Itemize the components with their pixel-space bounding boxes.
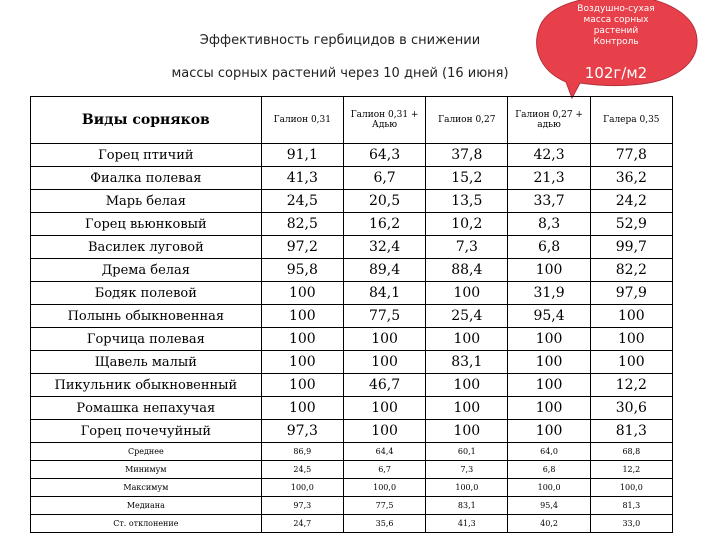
- table-cell: 86,9: [261, 443, 343, 461]
- table-cell: 100: [426, 328, 508, 351]
- table-cell: 99,7: [590, 236, 672, 259]
- callout-line: Воздушно-сухая: [577, 4, 655, 14]
- table-row: [31, 236, 673, 259]
- stats-row: [31, 461, 673, 479]
- table-cell: 7,3: [426, 236, 508, 259]
- table-cell: 33,7: [508, 190, 590, 213]
- title-line-2: массы сорных растений через 10 дней (16 июня): [171, 66, 509, 81]
- table-cell: 83,1: [426, 497, 508, 515]
- table-cell: 97,3: [261, 497, 343, 515]
- table-cell: 97,3: [261, 420, 343, 443]
- table-row: [31, 167, 673, 190]
- row-label: Горчица полевая: [31, 328, 262, 351]
- row-label: Медиана: [31, 497, 262, 515]
- callout-value: 102г/м2: [584, 64, 648, 82]
- callout-text: [552, 4, 680, 48]
- table-cell: 82,5: [261, 213, 343, 236]
- table-cell: 88,4: [426, 259, 508, 282]
- row-label: Василек луговой: [31, 236, 262, 259]
- table-cell: 12,2: [590, 461, 672, 479]
- table-cell: 60,1: [426, 443, 508, 461]
- table-cell: 100: [261, 374, 343, 397]
- table-cell: 100: [508, 351, 590, 374]
- table-cell: 6,7: [343, 461, 425, 479]
- table-cell: 31,9: [508, 282, 590, 305]
- table-cell: Галион 0,27: [426, 97, 508, 144]
- table-row: [31, 259, 673, 282]
- table-cell: 100: [590, 305, 672, 328]
- table-cell: 100: [343, 397, 425, 420]
- table-cell: 97,2: [261, 236, 343, 259]
- table-cell: Галион 0,31 + Адью: [343, 97, 425, 144]
- table-cell: 95,8: [261, 259, 343, 282]
- table-cell: Галера 0,35: [590, 97, 672, 144]
- table-cell: 10,2: [426, 213, 508, 236]
- row-label: Полынь обыкновенная: [31, 305, 262, 328]
- row-label: Среднее: [31, 443, 262, 461]
- table-cell: 89,4: [343, 259, 425, 282]
- row-label: Горец птичий: [31, 144, 262, 167]
- table-cell: 100: [343, 420, 425, 443]
- table-row: [31, 351, 673, 374]
- table-cell: 46,7: [343, 374, 425, 397]
- table-cell: 77,5: [343, 305, 425, 328]
- table-cell: 100,0: [343, 479, 425, 497]
- table-cell: 100: [508, 397, 590, 420]
- table-row: [31, 213, 673, 236]
- table-cell: 21,3: [508, 167, 590, 190]
- table-cell: 100: [261, 305, 343, 328]
- table-cell: 24,7: [261, 515, 343, 533]
- table-row: [31, 328, 673, 351]
- table-cell: 68,8: [590, 443, 672, 461]
- stats-row: [31, 443, 673, 461]
- table-cell: 6,8: [508, 236, 590, 259]
- row-label: Горец почечуйный: [31, 420, 262, 443]
- row-label: Марь белая: [31, 190, 262, 213]
- table-cell: 100,0: [590, 479, 672, 497]
- table-cell: 35,6: [343, 515, 425, 533]
- row-label: Горец вьюнковый: [31, 213, 262, 236]
- table-cell: 100: [426, 420, 508, 443]
- table-cell: 30,6: [590, 397, 672, 420]
- table-cell: 24,2: [590, 190, 672, 213]
- table-cell: 100: [590, 328, 672, 351]
- row-label: Максимум: [31, 479, 262, 497]
- table-cell: 100: [426, 282, 508, 305]
- stats-row: [31, 479, 673, 497]
- table-cell: 95,4: [508, 497, 590, 515]
- table-cell: 100,0: [426, 479, 508, 497]
- table-cell: 36,2: [590, 167, 672, 190]
- callout-line: Контроль: [593, 37, 639, 47]
- table-cell: 100: [508, 420, 590, 443]
- table-cell: 8,3: [508, 213, 590, 236]
- table-header-row: [31, 97, 673, 144]
- table-cell: 100,0: [508, 479, 590, 497]
- table-row: [31, 397, 673, 420]
- table-cell: 82,2: [590, 259, 672, 282]
- table-cell: 97,9: [590, 282, 672, 305]
- table-cell: 52,9: [590, 213, 672, 236]
- table-cell: 100: [261, 351, 343, 374]
- table-cell: 100: [426, 374, 508, 397]
- table-cell: Галион 0,31: [261, 97, 343, 144]
- table-row: [31, 305, 673, 328]
- table-cell: 41,3: [426, 515, 508, 533]
- table-cell: 64,4: [343, 443, 425, 461]
- table-cell: 100: [426, 397, 508, 420]
- table-cell: 33,0: [590, 515, 672, 533]
- row-label: Бодяк полевой: [31, 282, 262, 305]
- table-cell: 100: [261, 397, 343, 420]
- row-label: Щавель малый: [31, 351, 262, 374]
- table-cell: 81,3: [590, 420, 672, 443]
- table-cell: 24,5: [261, 461, 343, 479]
- table-cell: Галион 0,27 + адью: [508, 97, 590, 144]
- table-cell: 100,0: [261, 479, 343, 497]
- stats-row: [31, 515, 673, 533]
- table-cell: 77,5: [343, 497, 425, 515]
- callout-line: растений: [593, 26, 639, 36]
- table-cell: 91,1: [261, 144, 343, 167]
- row-label: Фиалка полевая: [31, 167, 262, 190]
- table-cell: 12,2: [590, 374, 672, 397]
- herbicide-table: [30, 96, 673, 533]
- table-cell: 100: [508, 328, 590, 351]
- table-cell: 25,4: [426, 305, 508, 328]
- table-cell: 42,3: [508, 144, 590, 167]
- table-cell: 15,2: [426, 167, 508, 190]
- title-line-1: Эффективность гербицидов в снижении: [199, 33, 481, 48]
- table-cell: 32,4: [343, 236, 425, 259]
- table-row: [31, 144, 673, 167]
- table-cell: 41,3: [261, 167, 343, 190]
- table-cell: 77,8: [590, 144, 672, 167]
- table-cell: 100: [343, 328, 425, 351]
- table-cell: 37,8: [426, 144, 508, 167]
- table-cell: 100: [590, 351, 672, 374]
- table-cell: 100: [261, 282, 343, 305]
- table-cell: 6,8: [508, 461, 590, 479]
- table-cell: 40,2: [508, 515, 590, 533]
- row-label: Виды сорняков: [31, 97, 262, 144]
- table-row: [31, 190, 673, 213]
- callout-line: масса сорных: [583, 15, 649, 25]
- stats-row: [31, 497, 673, 515]
- table-cell: 100: [508, 259, 590, 282]
- table-cell: 64,0: [508, 443, 590, 461]
- table-cell: 24,5: [261, 190, 343, 213]
- row-label: Ромашка непахучая: [31, 397, 262, 420]
- table-row: [31, 420, 673, 443]
- table-cell: 100: [508, 374, 590, 397]
- table-row: [31, 282, 673, 305]
- table-cell: 16,2: [343, 213, 425, 236]
- table-cell: 84,1: [343, 282, 425, 305]
- table-cell: 83,1: [426, 351, 508, 374]
- table-cell: 6,7: [343, 167, 425, 190]
- row-label: Пикульник обыкновенный: [31, 374, 262, 397]
- table-cell: 64,3: [343, 144, 425, 167]
- table-cell: 81,3: [590, 497, 672, 515]
- row-label: Дрема белая: [31, 259, 262, 282]
- row-label: Минимум: [31, 461, 262, 479]
- callout-bubble: [532, 0, 700, 100]
- table-cell: 100: [343, 351, 425, 374]
- table-row: [31, 374, 673, 397]
- table-cell: 7,3: [426, 461, 508, 479]
- table-cell: 13,5: [426, 190, 508, 213]
- table-cell: 100: [261, 328, 343, 351]
- row-label: Ст. отклонение: [31, 515, 262, 533]
- table-cell: 95,4: [508, 305, 590, 328]
- table-cell: 20,5: [343, 190, 425, 213]
